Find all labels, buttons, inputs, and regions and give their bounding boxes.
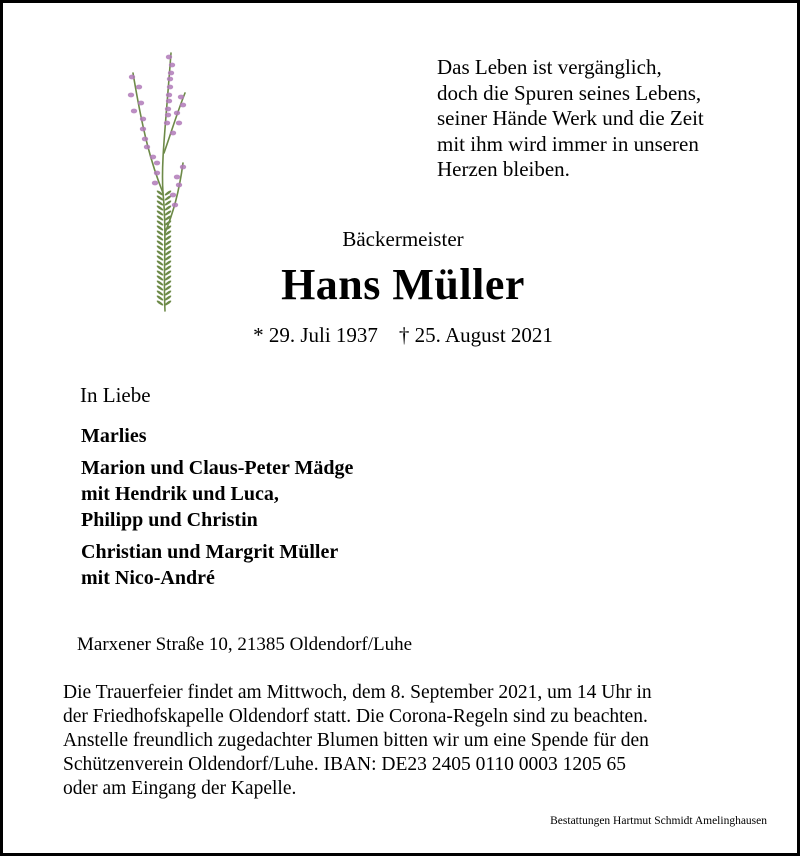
heather-blossom [168,71,174,76]
heather-blossom [129,75,135,80]
deceased-title: Bäckermeister [342,227,464,251]
mourner-line: Marion und Claus-Peter Mädge [81,457,354,479]
heather-blossom [131,109,137,114]
quote-line: Das Leben ist vergänglich, [437,55,662,79]
heather-blossom [172,203,178,208]
heather-blossom [167,77,173,82]
heather-leaf [156,205,164,212]
mourner-line: Christian und Margrit Müller [81,541,339,563]
heather-blossom [136,85,142,90]
heather-blossom [176,121,182,126]
heather-blossom [167,85,173,90]
heather-blossom [180,165,186,170]
heather-blossom [170,193,176,198]
heather-blossom [154,171,160,176]
notice-line: Schützenverein Oldendorf/Luhe. IBAN: DE23 2405 0110 0003 1205 65 [63,754,627,775]
heather-blossom [180,103,186,108]
heather-blossom [128,93,134,98]
mourner-line: mit Hendrik und Luca, [81,483,279,505]
heather-leaf [164,205,172,212]
funeral-notice [63,681,763,801]
heather-blossom [154,161,160,166]
heather-blossom [174,175,180,180]
funeral-home-credit: Bestattungen Hartmut Schmidt Amelinghausen [550,815,767,827]
mourner-group [81,423,353,449]
heather-blossom [138,101,144,106]
heather-blossom [174,111,180,116]
quote-line: Herzen bleiben. [437,157,570,181]
heather-blossom [152,181,158,186]
life-dates: * 29. Juli 1937 † 25. August 2021 [253,323,553,347]
deceased-name: Hans Müller [281,260,525,309]
heather-blossom [165,113,171,118]
heather-blossom [176,183,182,188]
notice-line: Anstelle freundlich zugedachter Blumen bitten wir um eine Spende für den [63,730,649,751]
heather-blossom [164,121,170,126]
heather-blossom [140,127,146,132]
heather-leaf [156,220,164,227]
mourners-address: Marxener Straße 10, 21385 Oldendorf/Luhe [77,634,413,655]
heather-leaf [156,200,164,207]
heather-blossom [169,63,175,68]
quote-line: mit ihm wird immer in unseren [437,131,699,156]
mourner-line: Marlies [81,425,147,447]
heather-blossom [166,55,172,60]
heather-blossom [166,99,172,104]
notice-line: der Friedhofskapelle Oldendorf statt. Die Corona-Regeln sind zu beachten. [63,706,648,727]
mourners-intro: In Liebe [80,383,151,407]
mourner-group [81,455,353,533]
notice-line: oder am Eingang der Kapelle. [63,778,297,799]
heather-blossom [178,95,184,100]
mourner-line: mit Nico-André [81,567,215,589]
heather-blossom [140,117,146,122]
heather-blossom [165,107,171,112]
memorial-quote [437,55,777,183]
heather-blossom [170,131,176,136]
mourner-line: Philipp und Christin [81,509,258,531]
quote-line: seiner Hände Werk und die Zeit [437,106,704,130]
heather-blossom [166,93,172,98]
heather-blossom [144,145,150,150]
heather-blossom [150,155,156,160]
quote-line: doch die Spuren seines Lebens, [437,80,702,105]
mourner-group [81,539,353,591]
notice-line: Die Trauerfeier findet am Mittwoch, dem 8. September 2021, um 14 Uhr in [63,682,652,703]
heather-leaf [156,210,164,217]
heather-leaf [156,215,164,222]
heather-blossom [142,137,148,142]
mourners-list [81,423,353,597]
heather-leaf [164,200,172,207]
